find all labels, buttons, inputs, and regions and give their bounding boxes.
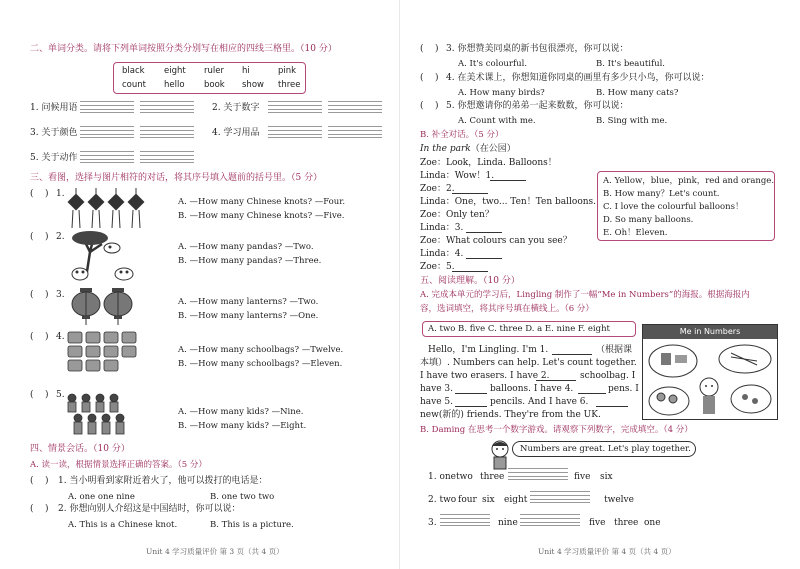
dialog-option: D. So many balloons. xyxy=(603,215,694,225)
schoolbags-illustration xyxy=(66,330,142,372)
question-5: 5. 你想邀请你的弟弟一起来数数，你可以说： xyxy=(446,101,629,111)
poster-illustration xyxy=(645,341,775,419)
answer-blank[interactable] xyxy=(455,393,487,394)
q4-option-b: B. How many cats? xyxy=(596,88,679,98)
right-footer: Unit 4 学习质量评价 第 4 页（共 4 页） xyxy=(538,547,676,556)
answer-paren[interactable]: ( ) xyxy=(30,332,49,342)
answer-paren[interactable]: ( ) xyxy=(30,232,49,242)
dialog-line: Zoe：2. xyxy=(420,184,455,194)
chinese-knots-illustration xyxy=(66,188,158,232)
dialog-setting: In the park（在公园） xyxy=(420,144,516,154)
kids-illustration xyxy=(64,392,130,440)
answer-blank[interactable] xyxy=(536,380,576,381)
answer-paren[interactable]: ( ) xyxy=(420,44,439,54)
answer-paren[interactable]: ( ) xyxy=(420,73,439,83)
item-number: 3. xyxy=(56,290,65,300)
dialog-option: E. Oh！Eleven. xyxy=(603,228,668,238)
answer-blank[interactable] xyxy=(490,180,526,181)
dialog-line: Linda：4. xyxy=(420,249,464,259)
option-a: A. —How many schoolbags? —Twelve. xyxy=(178,345,344,355)
option-a: A. —How many kids? —Nine. xyxy=(178,407,304,417)
option-b: B. —How many lanterns? —One. xyxy=(178,311,319,321)
question-3: 3. 你想赞美同桌的新书包很漂亮，你可以说： xyxy=(446,44,629,54)
answer-paren[interactable]: ( ) xyxy=(30,189,49,199)
q3-option-a: A. It's colourful. xyxy=(458,59,528,69)
section-5a-title-2: 容，选词填空，将其序号填在横线上。（6 分） xyxy=(420,304,594,314)
q3-option-b: B. It's beautiful. xyxy=(596,59,666,69)
section-3-title: 三、看图，选择与图片相符的对话，将其序号填入题前的括号里。（5 分） xyxy=(30,173,323,183)
dialog-option: B. How many？Let's count. xyxy=(603,189,720,199)
section-5-title: 五、阅读理解。（10 分） xyxy=(420,276,520,286)
item-number: 1. xyxy=(56,189,65,199)
section-5a-title-1: A. 完成本单元的学习后，Lingling 制作了一幅“Me in Numbers”的海报。根据海报内 xyxy=(420,290,750,300)
answer-paren[interactable]: ( ) xyxy=(30,476,49,486)
writing-line[interactable] xyxy=(328,101,382,113)
writing-line[interactable] xyxy=(140,126,194,138)
dialog-line: Linda：One，two... Ten！Ten balloons. xyxy=(420,197,597,207)
question-2: 2. 你想向别人介绍这是中国结时，你可以说： xyxy=(58,504,241,514)
writing-line[interactable] xyxy=(80,126,134,138)
passage-line: balloons. I have 4. xyxy=(490,384,574,394)
category-1-label: 1. 问候用语 xyxy=(30,103,78,113)
option-b: B. —How many kids? —Eight. xyxy=(178,421,307,431)
dialog-line: Linda：3. xyxy=(420,223,464,233)
passage-line: I have two erasers. I have 2. xyxy=(420,371,550,381)
answer-blank[interactable] xyxy=(552,354,592,355)
passage-line: Hello，I'm Lingling. I'm 1. xyxy=(428,345,549,355)
section-5b-title: B. Daming 在思考一个数字游戏。请观察下列数字，完成填空。（4 分） xyxy=(420,425,693,435)
writing-line[interactable] xyxy=(328,126,382,138)
passage-line: （根据课 xyxy=(596,345,633,355)
option-a: A. —How many lanterns? —Two. xyxy=(178,297,319,307)
lanterns-illustration xyxy=(66,286,136,326)
answer-blank[interactable] xyxy=(466,258,502,259)
answer-blank[interactable] xyxy=(452,271,488,272)
answer-blank[interactable] xyxy=(452,193,488,194)
writing-line[interactable] xyxy=(140,101,194,113)
answer-paren[interactable]: ( ) xyxy=(30,504,49,514)
writing-line[interactable] xyxy=(440,514,490,526)
word-choices: A. two B. five C. three D. a E. nine F. eight xyxy=(428,324,610,334)
category-2-label: 2. 关于数字 xyxy=(212,103,260,113)
passage-line: pens. I xyxy=(608,384,639,394)
q1-option-a: A. one one nine xyxy=(68,492,135,502)
writing-line[interactable] xyxy=(268,101,322,113)
writing-line[interactable] xyxy=(268,126,322,138)
passage-line: new(新的) friends. They're from the UK. xyxy=(420,410,601,420)
item-number: 4. xyxy=(56,332,65,342)
q1-option-b: B. one two two xyxy=(210,492,275,502)
writing-line[interactable] xyxy=(520,514,580,526)
option-a: A. —How many Chinese knots? —Four. xyxy=(178,197,346,207)
dialog-option: A. Yellow，blue，pink，red and orange. xyxy=(603,176,775,186)
dialog-line: Zoe：5. xyxy=(420,262,455,272)
answer-blank[interactable] xyxy=(578,393,606,394)
passage-line: 本填）. Numbers can help. Let's count together. xyxy=(420,358,637,368)
section-2-title: 二、单词分类。请将下列单词按照分类分别写在相应的四线三格里。（10 分） xyxy=(30,44,337,54)
question-1: 1. 当小明看到家附近着火了，他可以拨打的电话是： xyxy=(58,476,268,486)
section-4-title: 四、情景会话。（10 分） xyxy=(30,444,130,454)
page-divider xyxy=(399,0,400,569)
item-number: 5. xyxy=(56,390,65,400)
left-footer: Unit 4 学习质量评价 第 3 页（共 4 页） xyxy=(146,547,284,556)
writing-line[interactable] xyxy=(140,151,194,163)
writing-line[interactable] xyxy=(80,101,134,113)
writing-line[interactable] xyxy=(508,468,568,480)
passage-line: have 3. xyxy=(420,384,454,394)
dialog-option: C. I love the colourful balloons！ xyxy=(603,202,744,212)
option-b: B. —How many schoolbags? —Eleven. xyxy=(178,359,343,369)
answer-blank[interactable] xyxy=(466,232,502,233)
q4-option-a: A. How many birds? xyxy=(458,88,545,98)
answer-blank[interactable] xyxy=(455,406,487,407)
question-4: 4. 在美术课上，你想知道你同桌的画里有多少只小鸟，你可以说： xyxy=(446,73,710,83)
dialog-line: Zoe：Look，Linda. Balloons！ xyxy=(420,158,557,168)
answer-paren[interactable]: ( ) xyxy=(420,101,439,111)
section-4a-title: A. 读一读，根据情景选择正确的答案。（5 分） xyxy=(30,460,207,470)
q5-option-b: B. Sing with me. xyxy=(596,116,668,126)
category-5-label: 5. 关于动作 xyxy=(30,153,78,163)
poster-title: Me in Numbers xyxy=(643,325,777,339)
answer-paren[interactable]: ( ) xyxy=(30,290,49,300)
answer-blank[interactable] xyxy=(596,406,628,407)
me-in-numbers-poster xyxy=(642,324,778,420)
dialog-line: Zoe：Only ten？ xyxy=(420,210,494,220)
category-4-label: 4. 学习用品 xyxy=(212,128,260,138)
passage-line: pencils. And I have 6. xyxy=(490,397,589,407)
answer-paren[interactable]: ( ) xyxy=(30,390,49,400)
q2-option-b: B. This is a picture. xyxy=(210,520,294,530)
speech-bubble-text: Numbers are great. Let's play together. xyxy=(520,444,691,454)
category-3-label: 3. 关于颜色 xyxy=(30,128,78,138)
q5-option-a: A. Count with me. xyxy=(458,116,536,126)
option-b: B. —How many pandas? —Three. xyxy=(178,256,322,266)
option-b: B. —How many Chinese knots? —Five. xyxy=(178,211,345,221)
daming-illustration xyxy=(488,440,512,470)
passage-line: have 5. xyxy=(420,397,454,407)
pandas-illustration xyxy=(66,230,138,282)
item-number: 2. xyxy=(56,232,65,242)
section-4b-title: B. 补全对话。（5 分） xyxy=(420,130,504,140)
q2-option-a: A. This is a Chinese knot. xyxy=(68,520,178,530)
dialog-line: Zoe：What colours can you see？ xyxy=(420,236,572,246)
dialog-line: Linda：Wow！1. xyxy=(420,171,495,181)
option-a: A. —How many pandas? —Two. xyxy=(178,242,314,252)
writing-line[interactable] xyxy=(530,491,590,503)
writing-line[interactable] xyxy=(80,151,134,163)
passage-line: schoolbag. I xyxy=(580,371,636,381)
